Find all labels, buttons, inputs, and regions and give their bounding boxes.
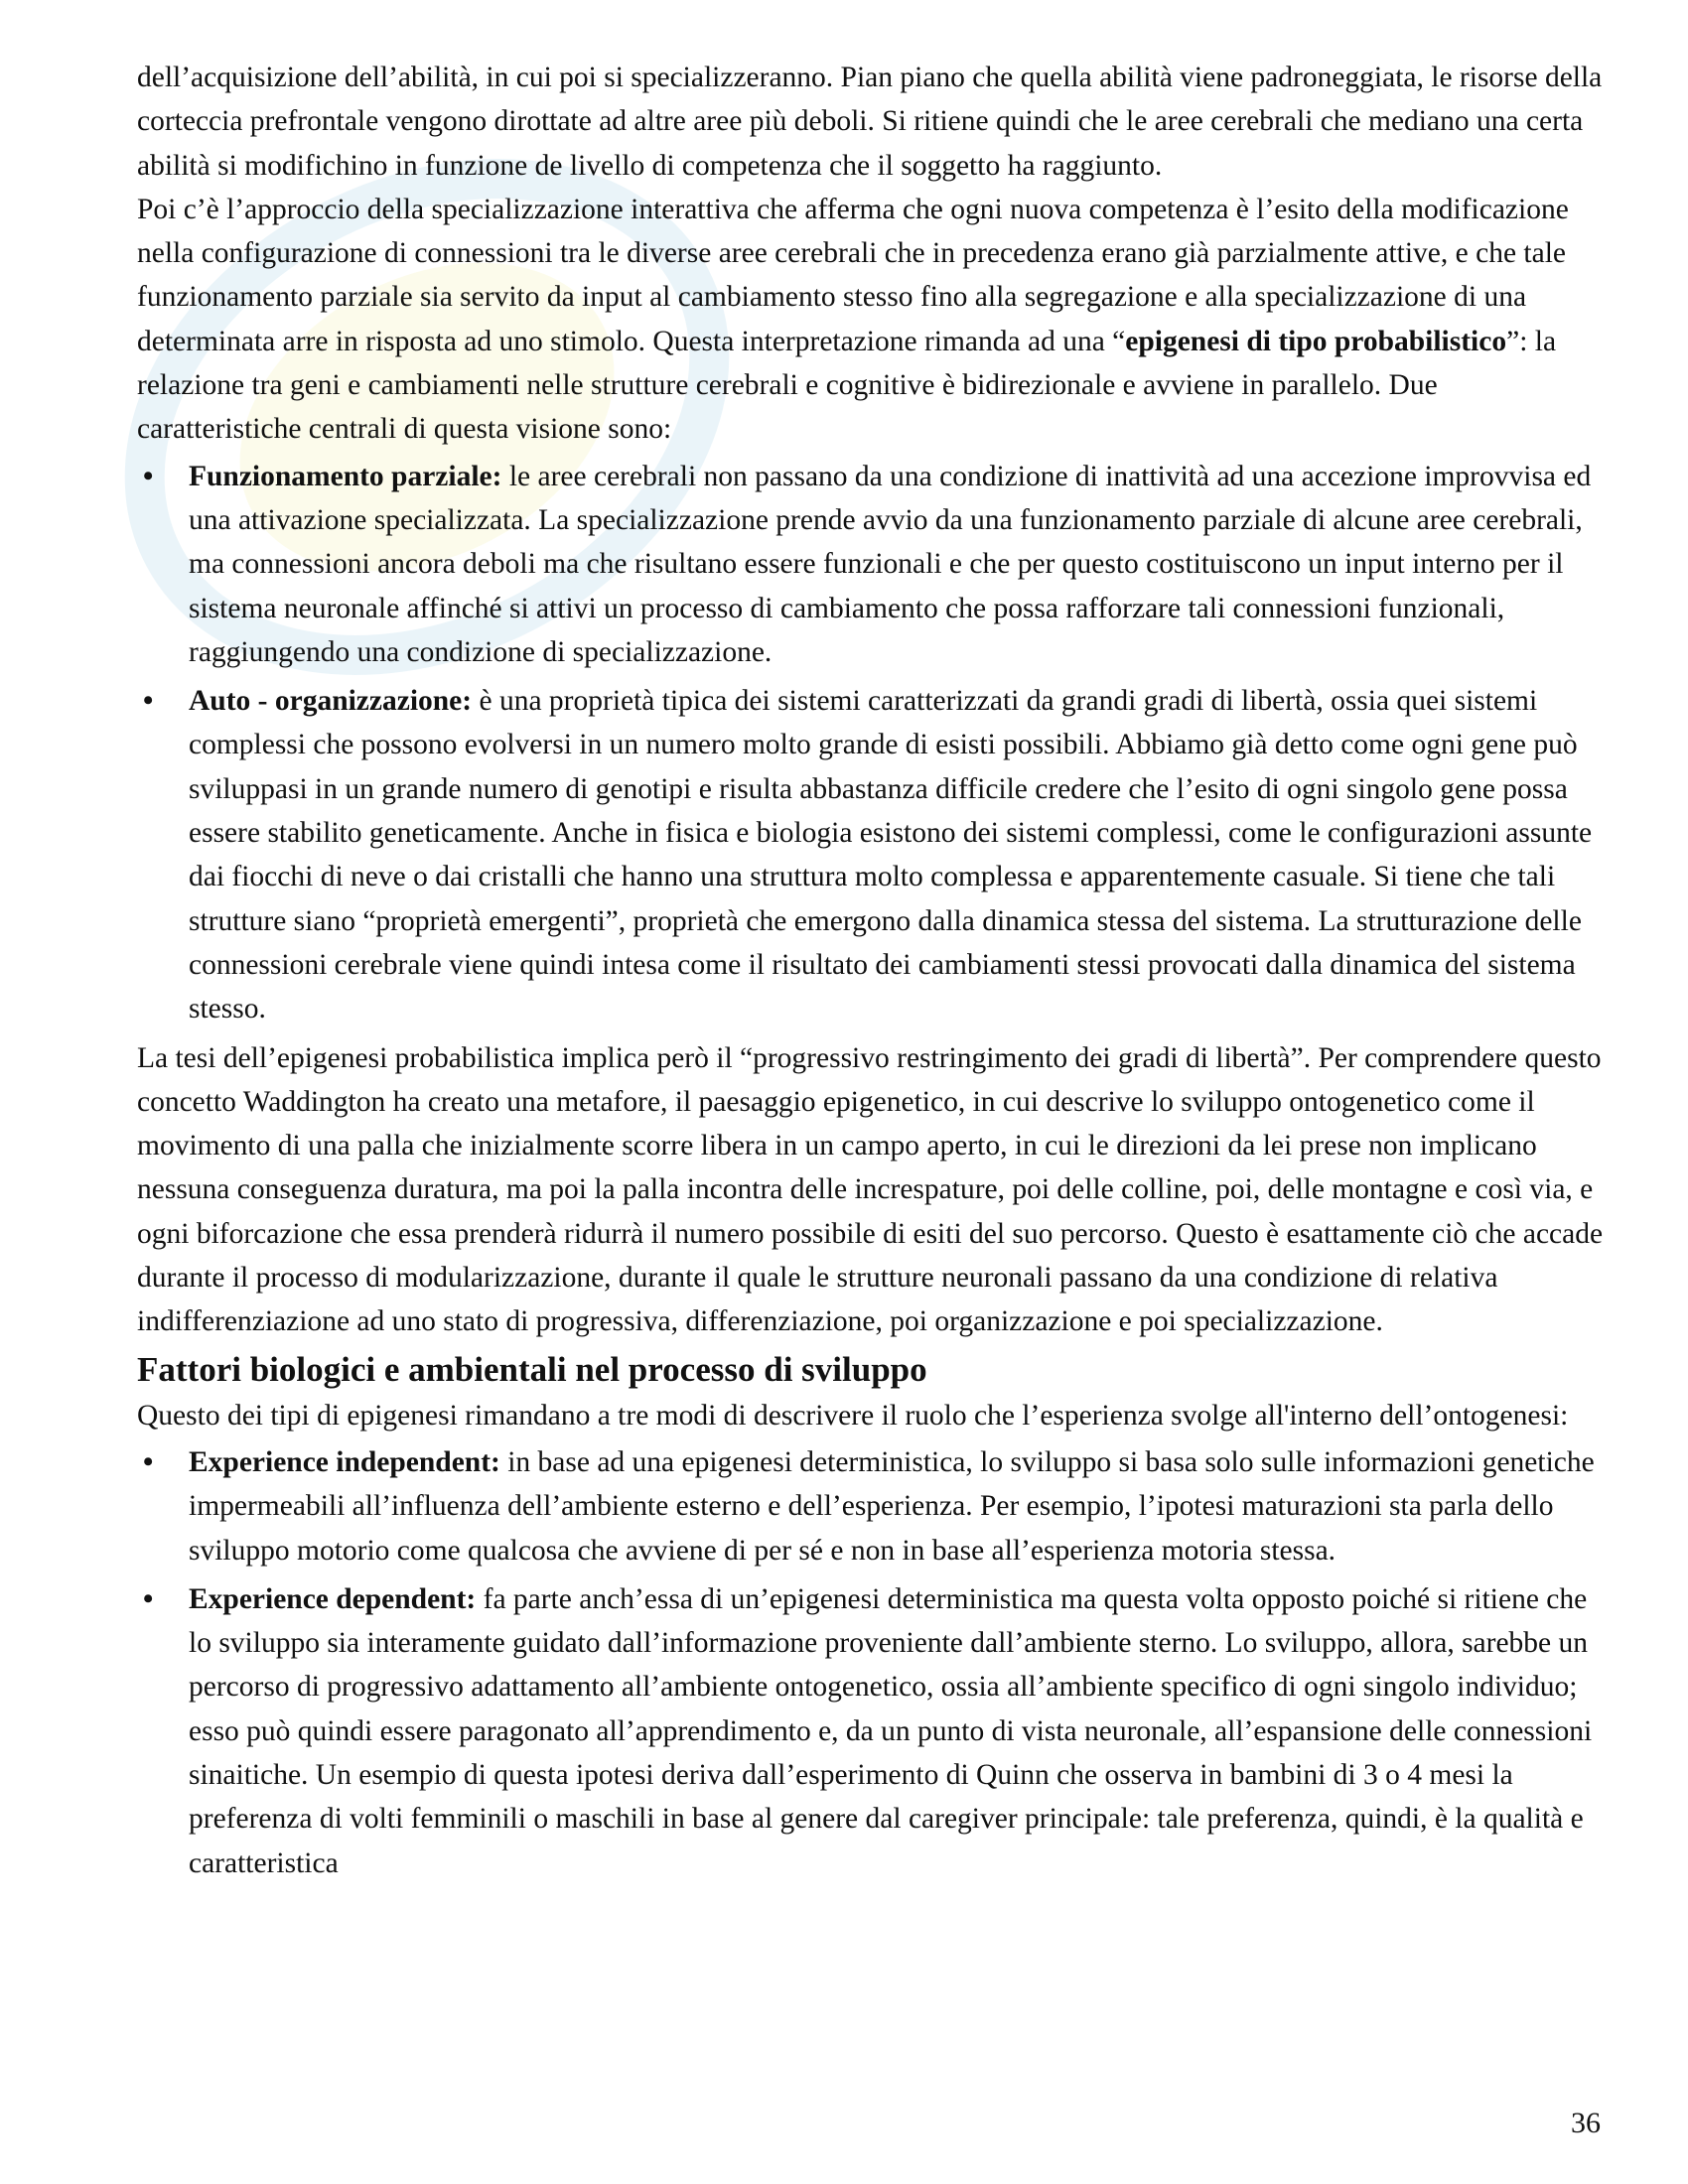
list-item: • Funzionamento parziale: le aree cerebrali non passano da una condizione di inattività ad una accezione improvvisa ed una attivazione specializzata. La specializzazione prende avvio da una funzionamento parziale di alcune aree cerebrali, ma connessioni ancora deboli ma che risultano essere funzionali e che per questo costituiscono un input interno per il sistema neuronale affinché si attivi un processo di cambiamento che possa rafforzare tali connessioni funzionali, raggiungendo una condizione di specializzazione. (137, 455, 1607, 674)
paragraph-4: Questo dei tipi di epigenesi rimandano a tre modi di descrivere il ruolo che l’esperienza svolge all'interno dell’ontogenesi: (137, 1399, 1569, 1432)
paragraph-2: Poi c’è l’approccio della specializzazione interattiva che afferma che ogni nuova competenza è l’esito della modificazione nella configurazione di connessioni tra le diverse aree cerebrali che in precedenza erano già parzialmente attive, e che tale funzionamento parziale sia servito da input al cambiamento stesso fino alla segregazione e alla specializzazione di una determinata arre in risposta ad uno stimolo. Questa interpretazione rimanda ad una “epigenesi di tipo probabilistico”: la relazione tra geni e cambiamenti nelle strutture cerebrali e cognitive è bidirezionale e avviene in parallelo. Due caratteristiche centrali di questa visione sono: (137, 193, 1569, 446)
bullet-icon: • (143, 1445, 154, 1478)
list-item: • Auto - organizzazione: è una proprietà tipica dei sistemi caratterizzati da grandi gradi di libertà, ossia quei sistemi complessi che possono evolversi in un numero molto grande di esisti possibili. Abbiamo già detto come ogni gene può sviluppasi in un grande numero di genotipi e risulta abbastanza difficile credere che l’esito di ogni singolo gene possa essere stabilito geneticamente. Anche in fisica e biologia esistono dei sistemi complessi, come le configurazioni assunte dai fiocchi di neve o dai cristalli che hanno una struttura molto complessa e apparentemente casuale. Si tiene che tali strutture siano “proprietà emergenti”, proprietà che emergono dalla dinamica stessa del sistema. La strutturazione delle connessioni cerebrale viene quindi intesa come il risultato dei cambiamenti stessi provocati dalla dinamica del sistema stesso. (137, 679, 1607, 1030)
bullet-list-2 (137, 1440, 1607, 1885)
section-heading: Fattori biologici e ambientali nel processo di sviluppo (137, 1349, 927, 1389)
page-number: 36 (1571, 2107, 1601, 2139)
paragraph-1: dell’acquisizione dell’abilità, in cui poi si specializzeranno. Pian piano che quella abilità viene padroneggiata, le risorse della corteccia prefrontale vengono dirottate ad altre aree più deboli. Si ritiene quindi che le aree cerebrali che mediano una certa abilità si modifichino in funzione de livello di competenza che il soggetto ha raggiunto. (137, 62, 1603, 182)
bullet-icon: • (143, 1582, 154, 1615)
bold-term-epigenesi: epigenesi di tipo probabilistico (1125, 325, 1507, 357)
list-item: • Experience dependent: fa parte anch’essa di un’epigenesi deterministica ma questa volta opposto poiché si ritiene che lo sviluppo sia interamente guidato dall’informazione proveniente dall’ambiente sterno. Lo sviluppo, allora, sarebbe un percorso di progressivo adattamento all’ambiente ontogenetico, ossia all’ambiente specifico di ogni singolo individuo; esso può quindi essere paragonato all’apprendimento e, da un punto di vista neuronale, all’espansione delle connessioni sinaitiche. Un esempio di questa ipotesi deriva dall’esperimento di Quinn che osserva in bambini di 3 o 4 mesi la preferenza di volti femminili o maschili in base al genere dal caregiver principale: tale preferenza, quindi, è la qualità e caratteristica (137, 1577, 1607, 1885)
bullet-icon: • (143, 460, 154, 492)
paragraph-3: La tesi dell’epigenesi probabilistica implica però il “progressivo restringimento dei gradi di libertà”. Per comprendere questo concetto Waddington ha creato una metafore, il paesaggio epigenetico, in cui descrive lo sviluppo ontogenetico come il movimento di una palla che inizialmente scorre libera in un campo aperto, in cui le direzioni da lei prese non implicano nessuna conseguenza duratura, ma poi la palla incontra delle increspature, poi delle colline, poi, delle montagne e così via, e ogni biforcazione che essa prenderà ridurrà il numero possibile di esiti del suo percorso. Questo è esattamente ciò che accade durante il processo di modularizzazione, durante il quale le strutture neuronali passano da una condizione di relativa indifferenziazione ad uno stato di progressiva, differenziazione, poi organizzazione e poi specializzazione. (137, 1041, 1604, 1338)
bullet-list-1 (137, 455, 1607, 1031)
list-item: • Experience independent: in base ad una epigenesi deterministica, lo sviluppo si basa solo sulle informazioni genetiche impermeabili all’influenza dell’ambiente esterno e dell’esperienza. Per esempio, l’ipotesi maturazioni sta parla dello sviluppo motorio come qualcosa che avviene di per sé e non in base all’esperienza motoria stessa. (137, 1440, 1607, 1572)
document-body (137, 56, 1607, 1890)
bullet-icon: • (143, 685, 154, 718)
